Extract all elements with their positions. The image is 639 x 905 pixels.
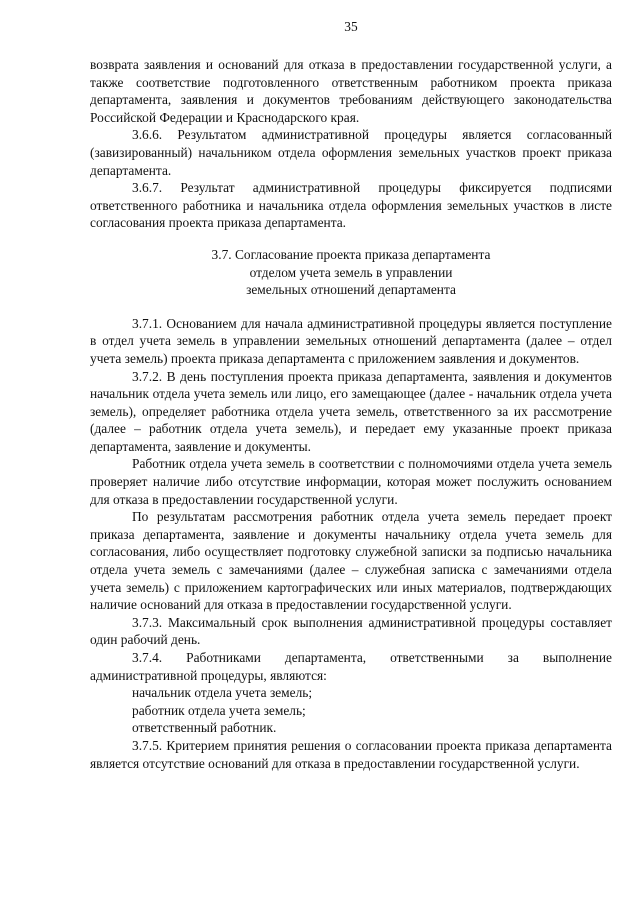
paragraph-3-7-1: 3.7.1. Основанием для начала административной процедуры является поступление в отдел учета земель в управлении земельных отношений департамента (далее – отдел учета земель) проекта приказа департамента с приложением заявления и документов. (90, 315, 612, 366)
page-content (90, 18, 612, 772)
list-item: ответственный работник. (132, 720, 277, 736)
paragraph-continuation: возврата заявления и оснований для отказа в предоставлении государственной услуги, а также соответствие подготовленного ответственным работником проекта приказа департамента, заявления и документов требованиям действующего законодательства Российской Федерации и Краснодарского края. (90, 57, 612, 125)
section-title-line-1: 3.7. Согласование проекта приказа департамента (211, 246, 491, 262)
paragraph-3-7-5: 3.7.5. Критерием принятия решения о согласовании проекта приказа департамента является отсутствие оснований для отказа в предоставлении государственной услуги. (90, 737, 612, 771)
paragraph-3-7-2: 3.7.2. В день поступления проекта приказа департамента, заявления и документов начальник отдела учета земель или лицо, его замещающее (далее - начальник отдела учета земель), определяет работника отдела учета земель, ответственного за их рассмотрение (далее – работник отдела учета земель), и передает ему указанные проект приказа департамента, заявление и документы. (90, 368, 612, 454)
list-item: начальник отдела учета земель; (132, 685, 313, 701)
responsible-list (90, 684, 612, 737)
list-item: работник отдела учета земель; (132, 702, 306, 718)
section-title-line-3: земельных отношений департамента (246, 282, 456, 298)
page-number: 35 (344, 19, 358, 34)
paragraph-3-6-6: 3.6.6. Результатом административной процедуры является согласованный (завизированный) начальником отдела оформления земельных участков проект приказа департамента. (90, 127, 612, 178)
paragraph-3-7-3: 3.7.3. Максимальный срок выполнения административной процедуры составляет один рабочий день. (90, 614, 612, 648)
section-title (90, 246, 612, 299)
section-title-line-2: отделом учета земель в управлении (249, 264, 453, 280)
paragraph-3-7-4: 3.7.4. Работниками департамента, ответственными за выполнение административной процедуры, являются: (90, 650, 612, 683)
paragraph-worker-checks: Работник отдела учета земель в соответствии с полномочиями отдела учета земель проверяет наличие либо отсутствие информации, которая может послужить основанием для отказа в предоставлении государственной услуги. (90, 456, 612, 507)
paragraph-3-6-7: 3.6.7. Результат административной процедуры фиксируется подписями ответственного работника и начальника отдела оформления земельных участков в листе согласования проекта приказа департамента. (90, 180, 612, 231)
paragraph-review-results: По результатам рассмотрения работник отдела учета земель передает проект приказа департамента, заявление и документы начальнику отдела учета земель для согласования, либо осуществляет подготовку служебной записки за подписью начальника отдела учета земель с замечаниями (далее – служебная записка с замечаниями отдела учета земель) с приложением картографических или иных материалов, подтверждающих наличие оснований для отказа в предоставлении государственной услуги. (90, 509, 612, 613)
